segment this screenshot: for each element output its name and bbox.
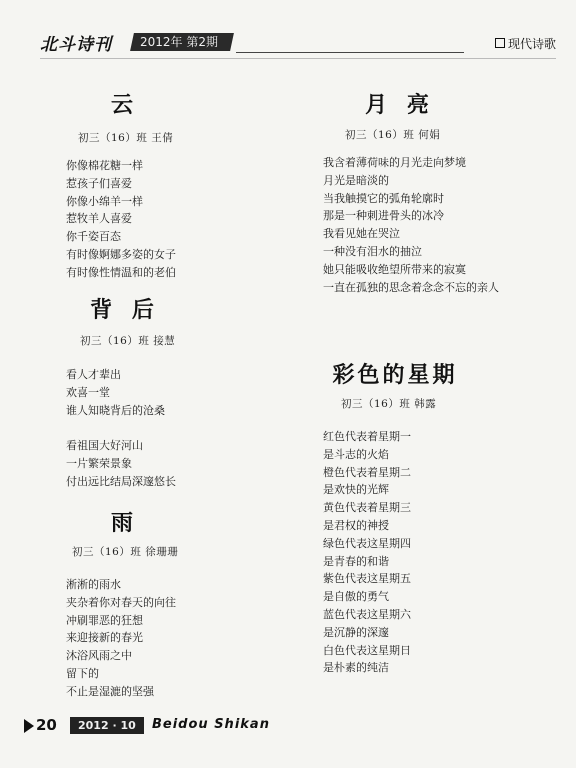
poem-line: 淅淅的雨水 xyxy=(66,578,121,591)
poem-line: 绿色代表这星期四 xyxy=(323,536,411,550)
poem-title: 背 后 xyxy=(90,298,160,323)
header-underline xyxy=(40,58,556,59)
poem-line: 紫色代表这星期五 xyxy=(323,572,411,586)
poem-line: 一直在孤独的思念着念念不忘的亲人 xyxy=(323,280,499,294)
poem-line: 看人才辈出 xyxy=(66,368,121,381)
poem-line: 橙色代表着星期二 xyxy=(323,465,411,479)
poem-line: 你像小绵羊一样 xyxy=(66,194,143,208)
poem-line: 蓝色代表这星期六 xyxy=(323,607,411,621)
poem-author: 初三（16）班 徐珊珊 xyxy=(72,546,179,558)
section-text: 现代诗歌 xyxy=(507,37,556,51)
issue-badge xyxy=(130,33,234,51)
poem-line: 我看见她在哭泣 xyxy=(323,227,400,241)
poem-line: 是君权的神授 xyxy=(323,518,389,532)
page-footer xyxy=(24,716,324,736)
poem-line: 是朴素的纯洁 xyxy=(323,661,389,675)
poem-title: 彩色的星期 xyxy=(332,363,458,388)
poem-line: 红色代表着星期一 xyxy=(323,430,411,443)
poem-line: 白色代表这星期日 xyxy=(323,643,411,657)
page-number: 20 xyxy=(36,716,57,734)
poem-body xyxy=(323,428,411,677)
poem-line: 月光是暗淡的 xyxy=(323,173,389,187)
poem-line: 冲刷罪恶的狂想 xyxy=(66,613,143,627)
poem-body xyxy=(66,157,176,282)
poem-line: 你像棉花糖一样 xyxy=(66,159,143,172)
poem-line: 一种没有泪水的抽泣 xyxy=(323,244,422,258)
poem-line: 谁人知晓背后的沧桑 xyxy=(66,403,165,417)
poem-line: 欢喜一堂 xyxy=(66,385,110,399)
poem-body xyxy=(66,576,176,701)
poem-line: 沐浴风雨之中 xyxy=(66,649,132,663)
header-divider xyxy=(236,52,464,53)
poem-line: 你千姿百态 xyxy=(66,230,121,244)
poem-line: 付出远比结局深邃悠长 xyxy=(66,474,176,488)
poem-line: 夹杂着你对春天的向往 xyxy=(66,595,176,609)
poem-title: 雨 xyxy=(110,511,139,536)
poem-line: 来迎接新的春光 xyxy=(66,631,143,645)
poem-line xyxy=(66,419,176,437)
poem-title: 月 亮 xyxy=(365,93,435,118)
poem-body xyxy=(323,154,499,296)
poem-line: 那是一种刺进骨头的冰冷 xyxy=(323,209,444,223)
poem-author: 初三（16）班 韩露 xyxy=(341,398,437,410)
poem-line: 黄色代表着星期三 xyxy=(323,501,411,515)
poem-line: 我含着薄荷味的月光走向梦境 xyxy=(323,156,466,169)
poem-line: 惹牧羊人喜爱 xyxy=(66,212,132,226)
poem-line: 有时像婀娜多姿的女子 xyxy=(66,247,176,261)
issue-label: 2012年 第2期 xyxy=(140,35,218,49)
arrow-right-icon xyxy=(24,719,34,733)
poem-line: 留下的 xyxy=(66,666,99,680)
poem-body xyxy=(66,366,176,491)
poem-line: 是自傲的勇气 xyxy=(323,590,389,604)
poem-line: 是斗志的火焰 xyxy=(323,447,389,461)
poem-line: 有时像性情温和的老伯 xyxy=(66,265,176,279)
poem-line: 一片繁荣景象 xyxy=(66,456,132,470)
magazine-title: 北斗诗刊 xyxy=(40,35,112,55)
magazine-name: Beidou Shikan xyxy=(152,717,270,732)
poem-line: 是沉静的深邃 xyxy=(323,625,389,639)
poem-title: 云 xyxy=(110,93,139,118)
poem-line: 惹孩子们喜爱 xyxy=(66,176,132,190)
issue-date-badge: 2012 · 10 xyxy=(70,717,144,734)
poem-line: 是欢快的光辉 xyxy=(323,483,389,497)
poem-line: 当我触摸它的弧角轮廓时 xyxy=(323,191,444,205)
page-header xyxy=(40,30,556,58)
poem-author: 初三（16）班 何娟 xyxy=(345,129,441,141)
poem-author: 初三（16）班 接慧 xyxy=(80,335,176,347)
poem-author: 初三（16）班 王倩 xyxy=(78,132,174,144)
checkbox-icon xyxy=(495,38,505,48)
section-label xyxy=(495,35,556,52)
poem-line: 她只能吸收绝望所带来的寂寞 xyxy=(323,262,466,276)
poem-line: 是青春的和谐 xyxy=(323,554,389,568)
poem-line: 看祖国大好河山 xyxy=(66,439,143,453)
poem-line: 不止是湿漉的坚强 xyxy=(66,684,154,698)
